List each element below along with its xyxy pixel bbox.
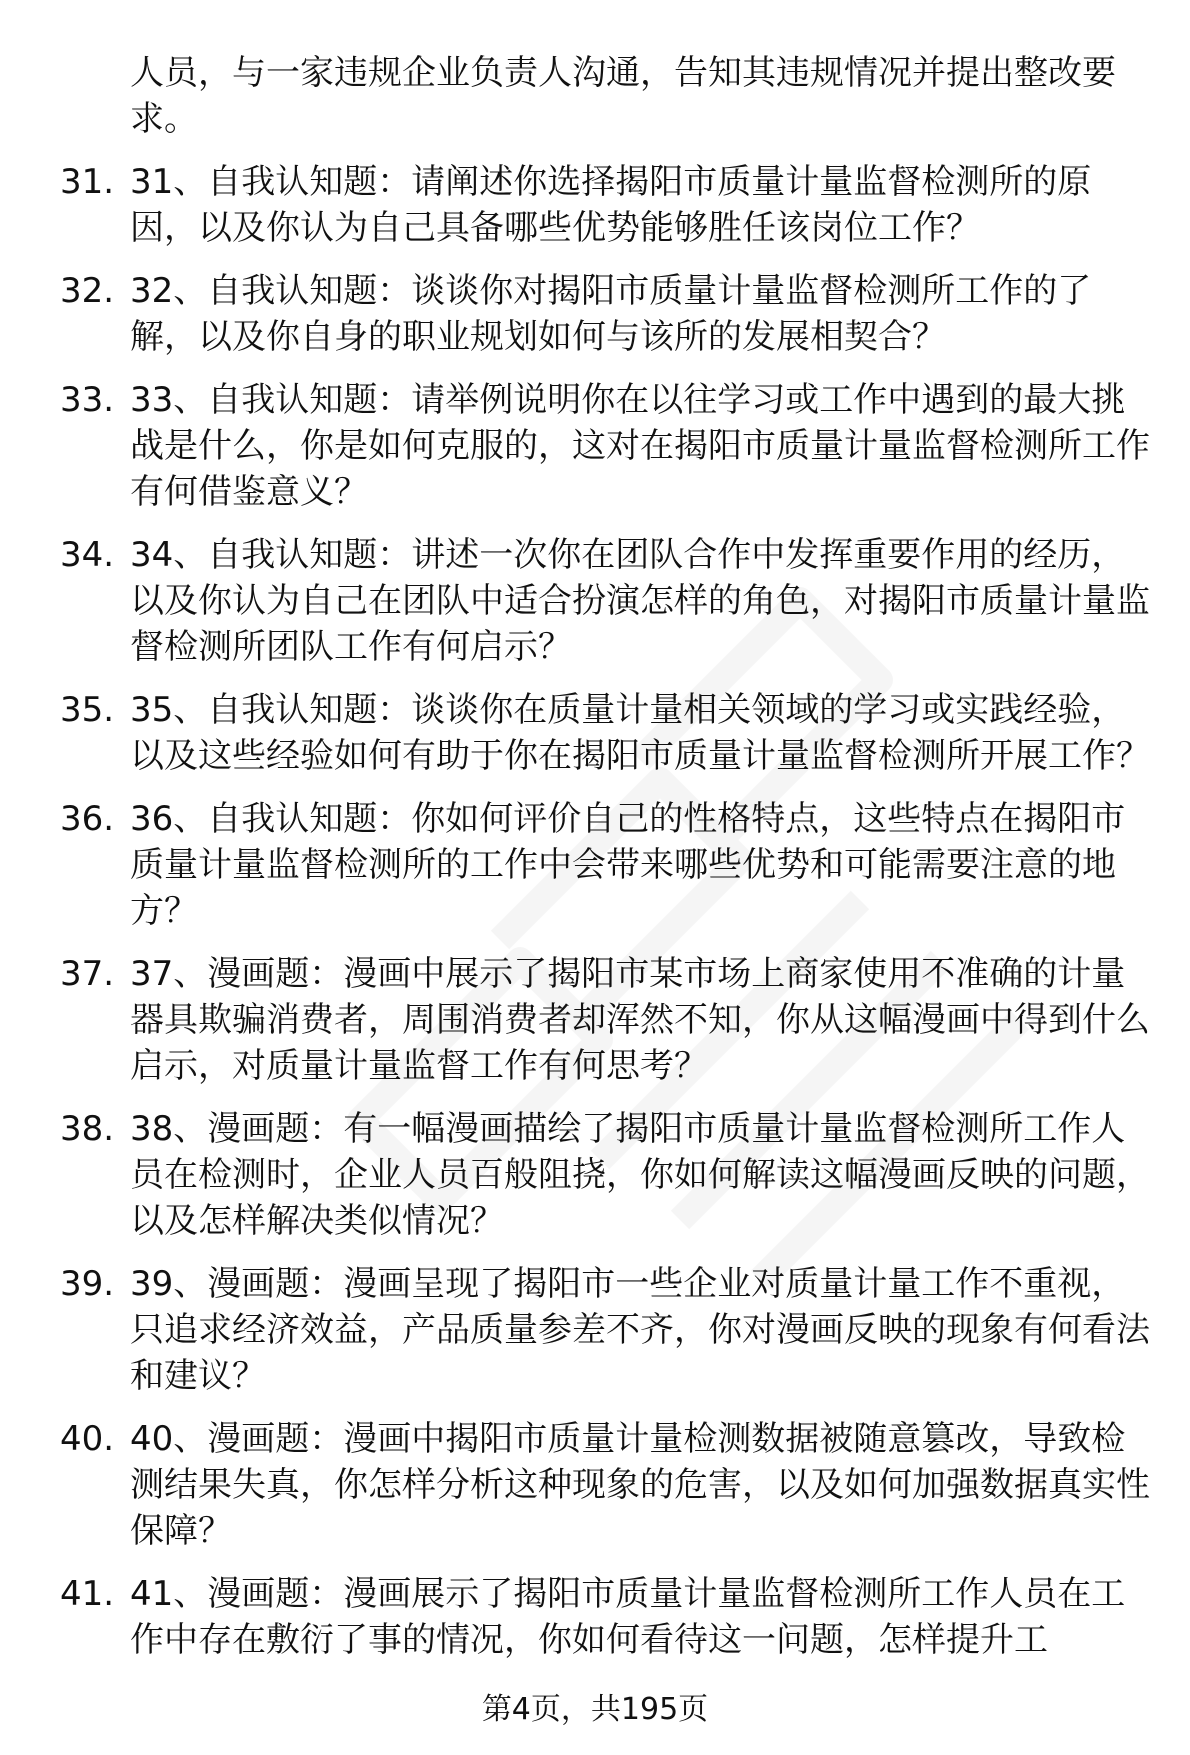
item-number: 37. [60,954,115,994]
item-text: 34、自我认知题：讲述一次你在团队合作中发挥重要作用的经历，以及你认为自己在团队中适合扮演怎样的角色，对揭阳市质量计量监督检测所团队工作有何启示？ [130,535,1150,667]
document-body [60,50,1150,1680]
page-number-footer: 第4页，共195页 [481,1692,709,1727]
list-item [60,687,1150,779]
item-text: 33、自我认知题：请举例说明你在以往学习或工作中遇到的最大挑战是什么，你是如何克服的，这对在揭阳市质量计量监督检测所工作有何借鉴意义？ [130,380,1150,512]
item-number: 35. [60,690,115,730]
item-number: 33. [60,380,115,420]
list-item [60,1416,1150,1554]
list-item [60,268,1150,360]
item-text: 40、漫画题：漫画中揭阳市质量计量检测数据被随意篡改，导致检测结果失真，你怎样分析这种现象的危害，以及如何加强数据真实性保障？ [130,1419,1150,1551]
item-text: 36、自我认知题：你如何评价自己的性格特点，这些特点在揭阳市质量计量监督检测所的工作中会带来哪些优势和可能需要注意的地方？ [130,799,1126,931]
item-number: 39. [60,1264,115,1304]
list-item [60,159,1150,251]
item-number: 41. [60,1574,115,1614]
list-item [60,796,1150,934]
item-number: 34. [60,535,115,575]
list-item [60,377,1150,515]
item-number: 38. [60,1109,115,1149]
item-number: 32. [60,271,115,311]
item-number: 40. [60,1419,115,1459]
list-item [60,1571,1150,1663]
list-item [60,1106,1150,1244]
item-text: 38、漫画题：有一幅漫画描绘了揭阳市质量计量监督检测所工作人员在检测时，企业人员百般阻挠，你如何解读这幅漫画反映的问题，以及怎样解决类似情况？ [130,1109,1150,1241]
item-text: 31、自我认知题：请阐述你选择揭阳市质量计量监督检测所的原因，以及你认为自己具备哪些优势能够胜任该岗位工作？ [130,162,1092,248]
list-item [60,1261,1150,1399]
item-number: 31. [60,162,115,202]
item-text: 39、漫画题：漫画呈现了揭阳市一些企业对质量计量工作不重视，只追求经济效益，产品质量参差不齐，你对漫画反映的现象有何看法和建议？ [130,1264,1150,1396]
list-item [60,951,1150,1089]
continuation-paragraph: 人员，与一家违规企业负责人沟通，告知其违规情况并提出整改要求。 [130,53,1116,139]
item-text: 35、自我认知题：谈谈你在质量计量相关领域的学习或实践经验，以及这些经验如何有助于你在揭阳市质量计量监督检测所开展工作？ [130,690,1150,776]
item-text: 41、漫画题：漫画展示了揭阳市质量计量监督检测所工作人员在工作中存在敷衍了事的情况，你如何看待这一问题，怎样提升工 [130,1574,1126,1660]
question-list [60,159,1150,1663]
item-text: 37、漫画题：漫画中展示了揭阳市某市场上商家使用不准确的计量器具欺骗消费者，周围消费者却浑然不知，你从这幅漫画中得到什么启示，对质量计量监督工作有何思考？ [130,954,1150,1086]
list-item [60,532,1150,670]
item-number: 36. [60,799,115,839]
item-text: 32、自我认知题：谈谈你对揭阳市质量计量监督检测所工作的了解，以及你自身的职业规划如何与该所的发展相契合？ [130,271,1092,357]
